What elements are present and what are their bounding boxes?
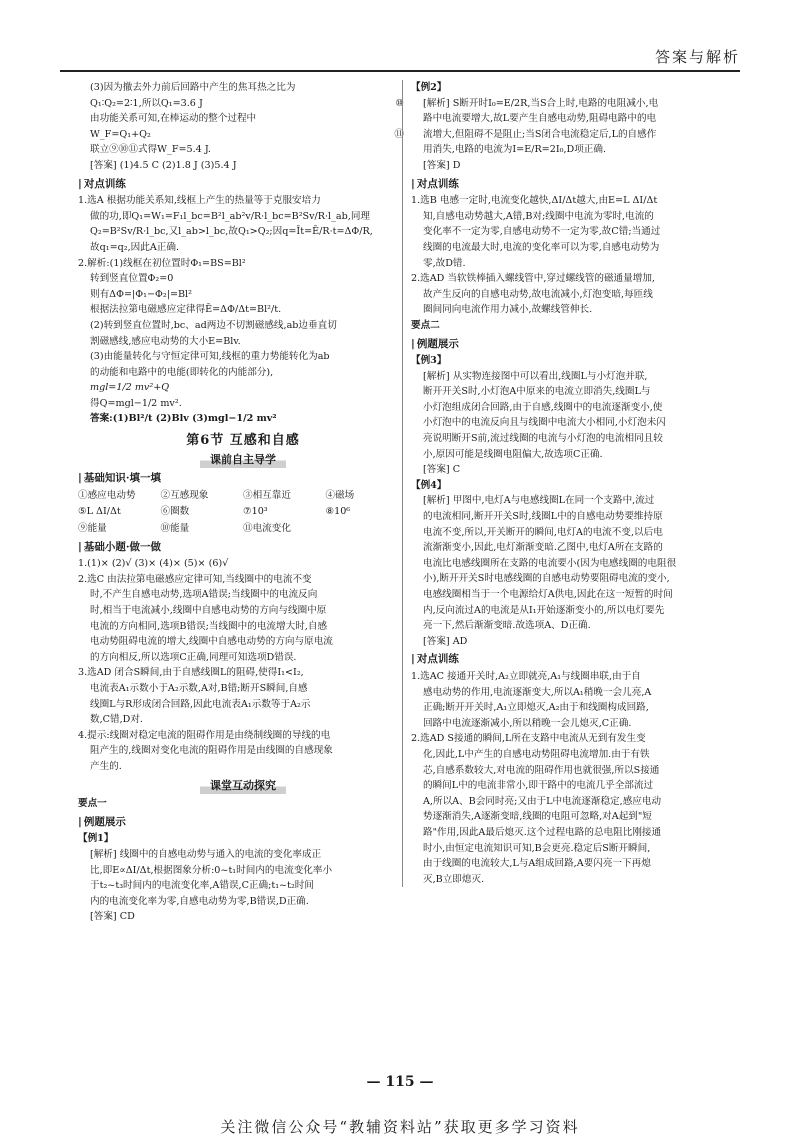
header-title: 答案与解析 — [654, 48, 740, 66]
banner-label: 课堂互动探究 — [200, 777, 286, 795]
text-line: 电流比电感线圈所在支路的电流要小(因为电感线圈的电阻很 — [423, 557, 677, 569]
text-line: 电感线圈相当于一个电源给灯A供电,因此在这一短暂的时间 — [423, 589, 673, 600]
text-line: 圈间同向电流作用力减小,故螺线管伸长. — [423, 304, 593, 316]
formula-line: [解析] S断开时I₀=E/2R,当S合上时,电路的电阻减小,电 — [423, 97, 659, 109]
text-line: 路中电流要增大,故L要产生自感电动势,阻碍电路中的电 — [423, 113, 657, 125]
fill-item: ⑦10³ — [243, 506, 268, 518]
text-line: (2)转到竖直位置时,bc、ad两边不切割磁感线,ab边垂直切 — [90, 319, 337, 331]
text-line: 变化率不一定为零,自感电动势不一定为零,故C错;当通过 — [423, 226, 661, 238]
text-line: 数,C错,D对. — [90, 714, 143, 726]
text-line: [解析] 线圈中的自感电动势与通入的电流的变化率成正 — [90, 848, 322, 860]
text-line: 小),断开开关S时电感线圈的自感电动势要阻碍电流的变小, — [423, 573, 670, 585]
section-header: | 对点训练 — [411, 177, 749, 193]
banner — [78, 451, 408, 469]
text-line: 小灯泡中的电流反向且与线圈中电流大小相同,小灯泡未闪 — [423, 417, 666, 429]
text-line: 时,相当于电流减小,线圈中自感电动势的方向与线圈中原 — [90, 605, 327, 616]
text-line: 1.选A 根据功能关系知,线框上产生的热量等于克服安培力 — [78, 195, 321, 207]
left-column — [78, 80, 408, 925]
equation-mark: ⑩ — [395, 97, 404, 109]
text-line: 内,反向流过A的电流是从I₁开始逐渐变小的,所以电灯要先 — [423, 604, 665, 616]
text-line: 亮说明断开S前,流过线圈的电流与小灯泡的电流相同且较 — [423, 433, 663, 445]
section-header: | 基础小题·做一做 — [78, 540, 408, 556]
text-line: 小灯泡组成闭合回路,由于自感,线圈中的电流逐渐变小,使 — [423, 401, 663, 413]
text-line: 时,不产生自感电动势,选项A错误;当线圈中的电流反向 — [90, 589, 318, 601]
text-line: 电流表A₁示数小于A₂示数,A对,B错;断开S瞬间,自感 — [90, 682, 308, 694]
example-label: 【例3】 — [411, 355, 447, 367]
text-line: 内的电流变化率为零,自感电动势为零,B错误,D正确. — [90, 895, 309, 907]
section-header: | 对点训练 — [78, 177, 408, 193]
text-line: 电流不变,所以,开关断开的瞬间,电灯A的电流不变,以后电 — [423, 526, 663, 538]
fill-item: ⑨能量 — [78, 523, 107, 535]
text-line: 1.(1)× (2)√ (3)× (4)× (5)× (6)√ — [78, 558, 229, 570]
fill-item: ⑩能量 — [160, 523, 190, 535]
text-line: 流增大,但阻碍不是阻止;当S闭合电流稳定后,L的自感作 — [423, 128, 657, 140]
section-title: 第6节 互感和自感 — [186, 433, 300, 449]
text-line: 割磁感线,感应电动势的大小E=Blv. — [90, 335, 241, 347]
section-header: | 基础知识·填一填 — [78, 471, 408, 487]
text-line: 于t₂~t₃时间内的电流变化率,A错误,C正确;t₁~t₂时间 — [90, 880, 314, 892]
text-line: 2.选AD S接通的瞬间,L所在支路中电流从无到有发生变 — [411, 733, 646, 745]
text-line: 零,故D错. — [423, 257, 466, 269]
text-line: 3.选AD 闭合S瞬间,由于自感线圈L的阻碍,使得I₁<I₂, — [78, 667, 304, 679]
text-line: 电动势阻碍电流的增大,线圈中自感电动势的方向与原电流 — [90, 636, 333, 648]
text-line: 由于线圈的电流较大,L与A组成回路,A要闪亮一下再熄 — [423, 858, 651, 870]
fill-item: ③相互靠近 — [243, 489, 291, 501]
text-line: 知,自感电动势越大,A错,B对;线圈中电流为零时,电流的 — [423, 210, 654, 222]
equation-mark: ⑪ — [394, 128, 404, 140]
text-line: A,所以A、B会同时亮;又由于L中电流逐渐稳定,感应电动 — [423, 795, 662, 807]
example-label: 【例4】 — [411, 479, 447, 491]
text-line: 产生的. — [90, 760, 122, 772]
formula-line: 比,即E∝ΔI/Δt,根据图象分析:0~t₁时间内的电流变化率小 — [90, 864, 333, 876]
fill-item: ⑧10⁶ — [325, 506, 351, 518]
text-line: 则有ΔΦ=|Φ₁−Φ₂|=Bl² — [90, 288, 192, 300]
page-header — [60, 44, 740, 72]
formula-line: 得Q=mgl−1/2 mv². — [90, 397, 182, 409]
key-point-title: 要点二 — [411, 319, 440, 331]
text-line: 感电动势的作用,电流逐渐变大,所以A₁稍晚一会儿亮,A — [423, 686, 652, 698]
formula-line: 用消失,电路的电流为I=E/R=2I₀,D项正确. — [423, 144, 607, 156]
text-line: 2.选AD 当软铁棒插入螺线管中,穿过螺线管的磁通量增加, — [411, 273, 655, 285]
formula-line: Q₂=B²Sv/R·l_bc,又l_ab>l_bc,故Q₁>Q₂;因q=Īt=Ē/R·t=ΔΦ/R, — [90, 226, 373, 238]
fill-item: ②互感现象 — [160, 489, 209, 501]
text-line: 亮一下,然后渐渐变暗.故选项A、D正确. — [423, 620, 591, 632]
text-line: 回路中电流逐渐减小,所以稍晚一会儿熄灭,C正确. — [423, 717, 632, 729]
text-line: 阻产生的,线圈对变化电流的阻碍作用是由线圈的自感现象 — [90, 745, 333, 757]
answer-line: 答案:(1)Bl²/t (2)Blv (3)mgl−1/2 mv² — [90, 413, 277, 425]
example-label: 【例2】 — [411, 82, 447, 93]
text-line: Q₁∶Q₂=2∶1,所以Q₁=3.6 J ⑩ — [78, 96, 408, 112]
text-line: 线圈的电流最大时,电流的变化率可以为零,自感电动势为 — [423, 241, 660, 253]
text-line: 联立⑨⑩⑪式得W_F=5.4 J. — [90, 144, 211, 156]
text-line: 小,原因可能是线圈电阻偏大,故选项C正确. — [423, 448, 603, 460]
footer-note: 关注微信公众号“教辅资料站”获取更多学习资料 — [220, 1118, 580, 1136]
page-number: — 115 — — [366, 1074, 434, 1090]
text-line: 的动能和电路中的电能(即转化的内能部分), — [90, 366, 274, 378]
text-line: 1.选AC 接通开关时,A₂立即就亮,A₁与线圈串联,由于自 — [411, 670, 641, 682]
fill-item: ①感应电动势 — [78, 489, 136, 501]
text-line: 路"作用,因此A最后熄灭.这个过程电路的总电阻比刚接通 — [423, 826, 662, 838]
text-line: 化,因此,L中产生的自感电动势阻碍电流增加.由于有铁 — [423, 748, 650, 760]
text-line: 转到竖直位置Φ₂=0 — [90, 273, 174, 285]
text-line: 的电流相同,断开开关S时,线圈L中的自感电动势要维持原 — [423, 511, 663, 523]
fill-item: ⑤L ΔI/Δt — [78, 506, 121, 518]
example-label: 【例1】 — [78, 833, 114, 845]
text-line: 正确;断开开关时,A₁立即熄灭,A₂由于和线圈构成回路, — [423, 702, 649, 714]
answer-line: [答案] AD — [423, 635, 468, 647]
section-header: | 例题展示 — [78, 815, 408, 831]
text-line: 流渐渐变小,因此,电灯渐渐变暗.乙图中,电灯A所在支路的 — [423, 542, 663, 554]
text-line: W_F=Q₁+Q₂ ⑪ — [78, 127, 408, 143]
text-line: 2.解析:(1)线框在初位置时Φ₁=BS=Bl² — [78, 257, 246, 269]
banner-label: 课前自主导学 — [200, 451, 286, 469]
formula-line: 做的功,即Q₁=W₁=F₁l_bc=B²l_ab²v/R·l_bc=B²Sv/R·l_ab,同理 — [90, 210, 371, 222]
text-line: 的方向相反,所以选项C正确,同理可知选项D错误. — [90, 651, 297, 663]
text-line: (3)因为撤去外力前后回路中产生的焦耳热之比为 — [90, 82, 296, 93]
text-line: [解析] 从实物连接图中可以看出,线圈L与小灯泡并联, — [423, 370, 648, 382]
answer-line: [答案] D — [423, 159, 461, 171]
fill-item: ⑥圈数 — [160, 506, 190, 518]
text-line: 芯,自感系数较大,对电流的阻碍作用也就很强,所以S接通 — [423, 764, 660, 776]
text-line: 灭,B立即熄灭. — [423, 873, 485, 885]
text-line: 故q₁=q₂,因此A正确. — [90, 241, 180, 253]
text-line: 的瞬间L中的电流非常小,即干路中的电流几乎全部流过 — [423, 780, 654, 792]
text-line: 4.提示:线圈对稳定电流的阻碍作用是由绕制线圈的导线的电 — [78, 729, 331, 741]
key-point-title: 要点一 — [78, 798, 107, 810]
fill-item: ④磁场 — [325, 489, 355, 501]
answer-line: [答案] CD — [90, 911, 135, 923]
text-line: 势逐渐消失,A逐渐变暗,线圈的电阻可忽略,对A起到"短 — [423, 811, 652, 823]
section-header: | 例题展示 — [411, 337, 749, 353]
text-line: 断开开关S时,小灯泡A中原来的电流立即消失,线圈L与 — [423, 386, 651, 398]
right-column — [402, 80, 749, 887]
text-line: (3)由能量转化与守恒定律可知,线框的重力势能转化为ab — [90, 351, 330, 363]
section-header: | 对点训练 — [411, 652, 749, 668]
fill-item: ⑪电流变化 — [243, 523, 291, 535]
answer-line: [答案] C — [423, 464, 461, 476]
text-line: 故产生反向的自感电动势,故电流减小,灯泡变暗,每匝线 — [423, 288, 653, 300]
fill-answers — [78, 488, 408, 537]
text-line: 由功能关系可知,在棒运动的整个过程中 — [90, 113, 257, 125]
text-line: [解析] 甲图中,电灯A与电感线圈L在同一个支路中,流过 — [423, 495, 655, 507]
answer-line: [答案] (1)4.5 C (2)1.8 J (3)5.4 J — [90, 159, 237, 171]
text-line: 线圈L与R形成闭合回路,因此电流表A₁示数等于A₂示 — [90, 698, 311, 710]
text-line: 2.选C 由法拉第电磁感应定律可知,当线圈中的电流不变 — [78, 573, 312, 585]
banner — [78, 777, 408, 795]
text-line: 电流的方向相同,选项B错误;当线圈中的电流增大时,自感 — [90, 620, 328, 632]
formula-line: 1.选B 电感一定时,电流变化越快,ΔI/Δt越大,由E=L ΔI/Δt — [411, 195, 658, 207]
formula-line: 根据法拉第电磁感应定律得Ē=ΔΦ/Δt=Bl²/t. — [90, 304, 282, 316]
formula-line: mgl=1/2 mv²+Q — [90, 382, 170, 394]
text-line: 时小,由恒定电流知识可知,B会更亮.稳定后S断开瞬间, — [423, 842, 651, 854]
